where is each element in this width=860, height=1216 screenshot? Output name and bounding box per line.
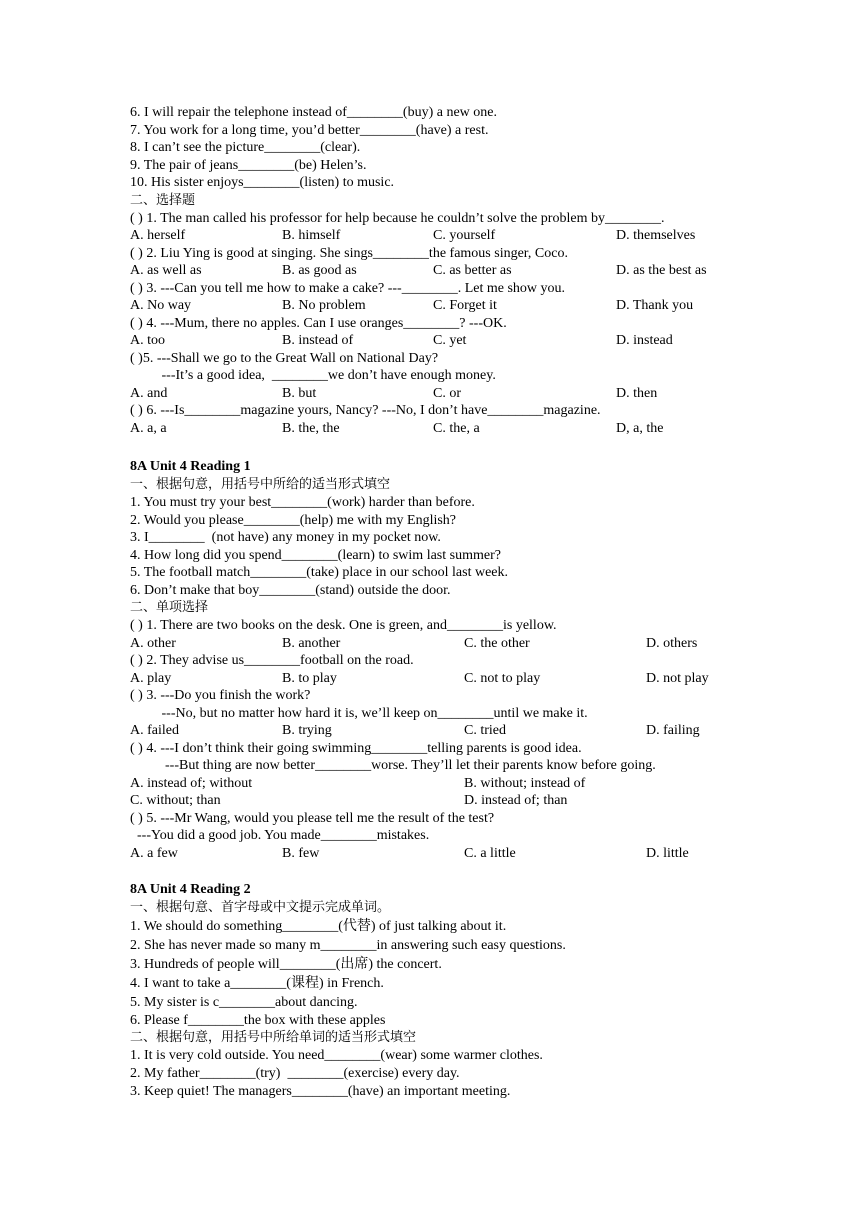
option: C. or <box>433 385 461 401</box>
option: C. a little <box>464 845 516 861</box>
fill-item: 3. Keep quiet! The managers________(have) an important meeting. <box>130 1084 511 1099</box>
fill-item: 2. Would you please________(help) me with my English? <box>130 512 457 528</box>
options-row <box>130 635 730 653</box>
question: ( ) 5. ---Mr Wang, would you please tell me the result of the test? <box>130 810 495 826</box>
option: C. the, a <box>433 420 480 436</box>
option: D. failing <box>646 723 700 738</box>
option: D. instead <box>616 333 673 348</box>
option: B. trying <box>282 723 332 738</box>
section-1 <box>130 104 730 437</box>
question-continued: ---No, but no matter how hard it is, we’ll keep on________until we make it. <box>130 705 588 721</box>
option: A. instead of; without <box>130 775 253 791</box>
option: C. not to play <box>464 670 541 686</box>
fill-item: 2. She has never made so many m________in answering such easy questions. <box>130 938 566 953</box>
fill-item: 8. I can’t see the picture________(clear). <box>130 140 361 155</box>
section-title: 8A Unit 4 Reading 1 <box>130 459 251 474</box>
option: B. another <box>282 635 341 651</box>
fill-item: 1. It is very cold outside. You need________(wear) some warmer clothes. <box>130 1048 543 1063</box>
option: D. themselves <box>616 228 696 243</box>
question: ( ) 4. ---I don’t think their going swimming________telling parents is good idea. <box>130 740 582 756</box>
question: ( )5. ---Shall we go to the Great Wall on National Day? <box>130 350 439 366</box>
options-row <box>130 670 730 688</box>
option: C. tried <box>464 723 506 738</box>
question: ( ) 4. ---Mum, there no apples. Can I use oranges________? ---OK. <box>130 315 507 331</box>
option: B. No problem <box>282 298 366 313</box>
section-heading: 二、选择题 <box>130 192 196 208</box>
section-heading: 二、根据句意，用括号中所给单词的适当形式填空 <box>130 1030 417 1045</box>
section-heading: 一、根据句意，用括号中所给的适当形式填空 <box>130 477 391 492</box>
section-3 <box>130 881 730 1101</box>
question: ( ) 2. They advise us________football on the road. <box>130 653 414 668</box>
option: A. other <box>130 635 176 651</box>
options-row <box>130 332 730 350</box>
option: A. herself <box>130 228 186 243</box>
question: ( ) 1. There are two books on the desk. One is green, and________is yellow. <box>130 618 557 633</box>
option: A. a, a <box>130 420 167 436</box>
fill-item: 1. We should do something________(代替) of just talking about it. <box>130 919 507 934</box>
option: A. and <box>130 385 168 401</box>
option: A. play <box>130 670 172 686</box>
fill-item: 1. You must try your best________(work) harder than before. <box>130 495 475 510</box>
option: C. yet <box>433 333 467 348</box>
option: D. instead of; than <box>464 793 568 808</box>
option: A. failed <box>130 723 179 738</box>
question-continued: ---But thing are now better________worse. They’ll let their parents know before going. <box>130 758 656 773</box>
fill-item: 6. Don’t make that boy________(stand) outside the door. <box>130 582 451 598</box>
option: B. himself <box>282 228 341 243</box>
option: D. then <box>616 385 658 401</box>
fill-item: 3. I________ (not have) any money in my pocket now. <box>130 530 441 545</box>
option: C. as better as <box>433 263 512 278</box>
fill-item: 9. The pair of jeans________(be) Helen’s. <box>130 157 367 173</box>
question: ( ) 6. ---Is________magazine yours, Nancy? ---No, I don’t have________magazine. <box>130 403 601 418</box>
question-continued: ---You did a good job. You made________mistakes. <box>130 828 430 843</box>
options-row <box>130 227 730 245</box>
option: A. No way <box>130 298 192 313</box>
option: D. not play <box>646 670 709 686</box>
fill-item: 6. Please f________the box with these apples <box>130 1013 386 1028</box>
fill-item: 10. His sister enjoys________(listen) to music. <box>130 175 395 190</box>
options-row <box>130 775 730 793</box>
fill-item: 5. My sister is c________about dancing. <box>130 995 358 1010</box>
option: D. little <box>646 845 689 861</box>
option: A. a few <box>130 845 178 861</box>
option: B. instead of <box>282 333 354 348</box>
question: ( ) 1. The man called his professor for help because he couldn’t solve the problem by________. <box>130 210 665 226</box>
question: ( ) 2. Liu Ying is good at singing. She sings________the famous singer, Coco. <box>130 245 568 261</box>
option: B. to play <box>282 670 337 686</box>
option: C. the other <box>464 635 530 651</box>
section-heading: 一、根据句意、首字母或中文提示完成单词。 <box>130 900 391 915</box>
fill-item: 6. I will repair the telephone instead of________(buy) a new one. <box>130 105 498 120</box>
options-row <box>130 845 730 863</box>
section-title: 8A Unit 4 Reading 2 <box>130 882 251 897</box>
options-row <box>130 722 730 740</box>
option: C. Forget it <box>433 298 497 313</box>
option: D. as the best as <box>616 263 707 278</box>
option: A. too <box>130 333 165 348</box>
question: ( ) 3. ---Do you finish the work? <box>130 688 311 703</box>
option: C. yourself <box>433 228 496 243</box>
option: B. but <box>282 385 317 401</box>
option: A. as well as <box>130 263 202 278</box>
option: B. few <box>282 845 320 861</box>
options-row <box>130 297 730 315</box>
options-row <box>130 262 730 280</box>
option: D. Thank you <box>616 298 694 313</box>
fill-item: 4. How long did you spend________(learn) to swim last summer? <box>130 547 501 563</box>
question: ( ) 3. ---Can you tell me how to make a cake? ---________. Let me show you. <box>130 280 566 296</box>
option: D, a, the <box>616 420 664 436</box>
fill-item: 7. You work for a long time, you’d better________(have) a rest. <box>130 122 489 138</box>
options-row <box>130 385 730 403</box>
options-row <box>130 792 730 810</box>
section-2 <box>130 458 730 862</box>
fill-item: 5. The football match________(take) place in our school last week. <box>130 565 509 580</box>
option: D. others <box>646 635 698 651</box>
option: B. the, the <box>282 420 340 436</box>
option: C. without; than <box>130 793 221 808</box>
fill-item: 3. Hundreds of people will________(出席) the concert. <box>130 957 442 972</box>
options-row <box>130 420 730 438</box>
fill-item: 4. I want to take a________(课程) in French. <box>130 976 384 991</box>
question-continued: ---It’s a good idea, ________we don’t have enough money. <box>130 368 496 383</box>
fill-item: 2. My father________(try) ________(exercise) every day. <box>130 1066 460 1081</box>
section-heading: 二、单项选择 <box>130 600 209 615</box>
option: B. without; instead of <box>464 775 586 791</box>
option: B. as good as <box>282 263 357 278</box>
